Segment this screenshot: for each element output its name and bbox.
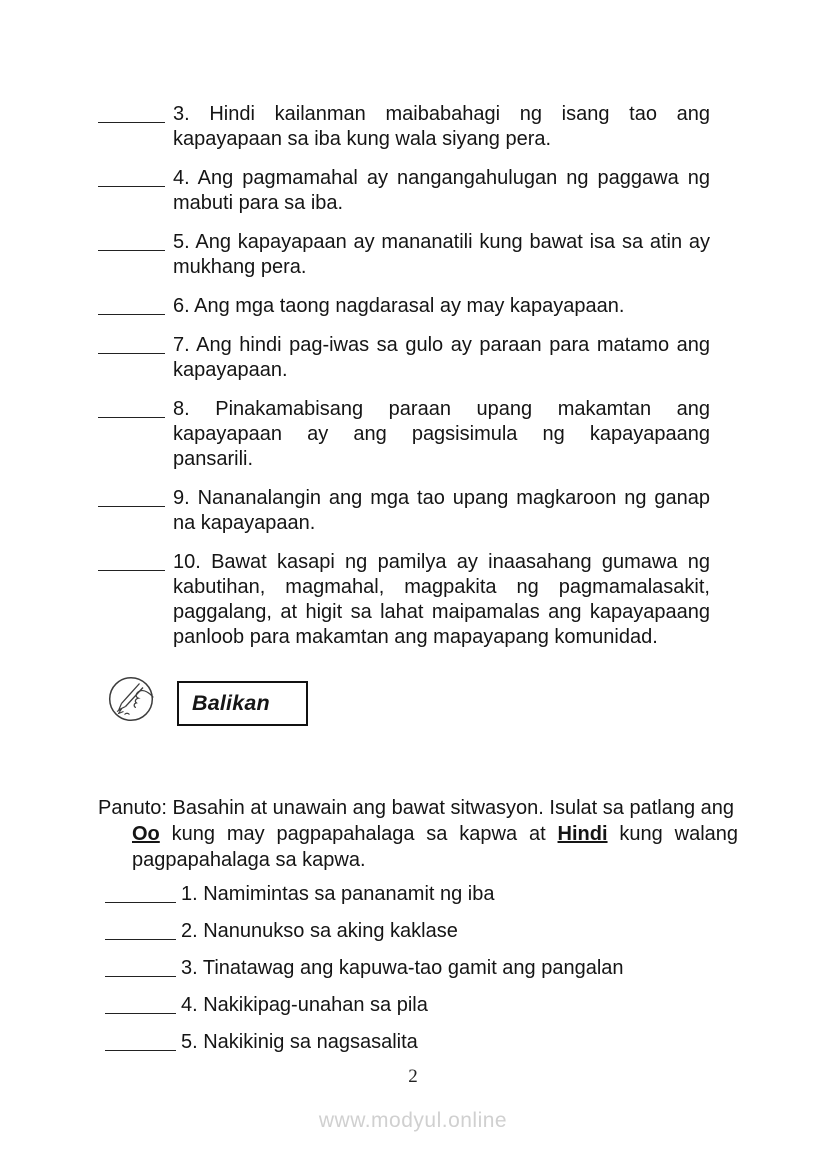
question-line: 1. Namimintas sa pananamit ng iba (181, 883, 495, 905)
question-line: 10. Bawat kasapi ng pamilya ay inaasahang gumawa ng (173, 551, 710, 573)
answer-blank (98, 102, 165, 123)
question-item (105, 919, 826, 944)
question-item (105, 993, 826, 1018)
balikan-title: Balikan (192, 691, 270, 715)
question-text (173, 166, 710, 216)
question-text (173, 102, 710, 152)
answer-blank (105, 956, 176, 977)
oo-hindi-question-list (105, 882, 826, 1055)
true-false-question-list (98, 102, 826, 650)
instructions-line (98, 795, 738, 821)
question-line: 7. Ang hindi pag-iwas sa gulo ay paraan para matamo ang (173, 334, 710, 356)
answer-blank (98, 166, 165, 187)
answer-blank (98, 486, 165, 507)
question-item (98, 102, 826, 152)
answer-option-hindi: Hindi (557, 823, 608, 845)
question-line: 3. Tinatawag ang kapuwa-tao gamit ang pangalan (181, 957, 624, 979)
instructions-text: Basahin at unawain ang bawat sitwasyon. Isulat sa patlang ang (172, 797, 734, 819)
question-item (98, 166, 826, 216)
question-line: 4. Ang pagmamahal ay nangangahulugan ng paggawa ng (173, 167, 710, 189)
question-item (105, 1030, 826, 1055)
question-text (173, 333, 710, 383)
question-item (98, 230, 826, 280)
answer-blank (105, 882, 176, 903)
answer-blank (105, 919, 176, 940)
question-line: panloob para makamtan ang mapayapang komunidad. (173, 626, 658, 648)
question-text (173, 550, 710, 650)
instructions-label: Panuto: (98, 797, 167, 819)
answer-blank (98, 294, 165, 315)
question-line: 3. Hindi kailanman maibabahagi ng isang tao ang (173, 103, 710, 125)
hand-writing-icon (108, 676, 154, 722)
question-item (98, 397, 826, 472)
answer-blank (98, 397, 165, 418)
question-line: kapayapaan sa iba kung wala siyang pera. (173, 128, 552, 150)
instructions-line: pagpapahalaga sa kapwa. (132, 849, 366, 871)
question-line: 6. Ang mga taong nagdarasal ay may kapayapaan. (173, 295, 625, 317)
instructions-line (98, 821, 738, 847)
answer-blank (98, 550, 165, 571)
question-line: 2. Nanunukso sa aking kaklase (181, 920, 458, 942)
question-line: kapayapaan ay ang pagsisimula ng kapayapaang (173, 423, 710, 445)
question-line: 9. Nananalangin ang mga tao upang magkaroon ng ganap (173, 487, 710, 509)
question-item (105, 956, 826, 981)
section-heading-row (108, 676, 826, 726)
question-text (173, 397, 710, 472)
question-item (98, 486, 826, 536)
answer-blank (98, 333, 165, 354)
question-text (173, 230, 710, 280)
question-line: 8. Pinakamabisang paraan upang makamtan ang (173, 398, 710, 420)
question-item (98, 294, 826, 319)
instructions-text: kung walang (619, 823, 739, 845)
question-line: paggalang, at higit sa lahat maipamalas ang kapayapaang (173, 601, 710, 623)
instructions-text: kung may pagpapahalaga sa kapwa at (171, 823, 546, 845)
question-line: 5. Nakikinig sa nagsasalita (181, 1031, 418, 1053)
question-item (98, 550, 826, 650)
question-line: 5. Ang kapayapaan ay mananatili kung bawat isa sa atin ay (173, 231, 710, 253)
question-item (98, 333, 826, 383)
question-item (105, 882, 826, 907)
page-number: 2 (408, 1066, 418, 1087)
watermark: www.modyul.online (318, 1109, 508, 1132)
question-line: pansarili. (173, 448, 254, 470)
question-line: kapayapaan. (173, 359, 288, 381)
question-text (173, 486, 710, 536)
answer-blank (105, 1030, 176, 1051)
instructions (98, 795, 738, 873)
answer-blank (105, 993, 176, 1014)
question-line: mabuti para sa iba. (173, 192, 344, 214)
answer-blank (98, 230, 165, 251)
answer-option-oo: Oo (132, 823, 160, 845)
balikan-heading-box (177, 681, 308, 726)
question-line: mukhang pera. (173, 256, 307, 278)
question-line: kabutihan, magmahal, magpakita ng pagmamalasakit, (173, 576, 710, 598)
question-line: na kapayapaan. (173, 512, 316, 534)
question-text (173, 294, 710, 319)
question-line: 4. Nakikipag-unahan sa pila (181, 994, 428, 1016)
